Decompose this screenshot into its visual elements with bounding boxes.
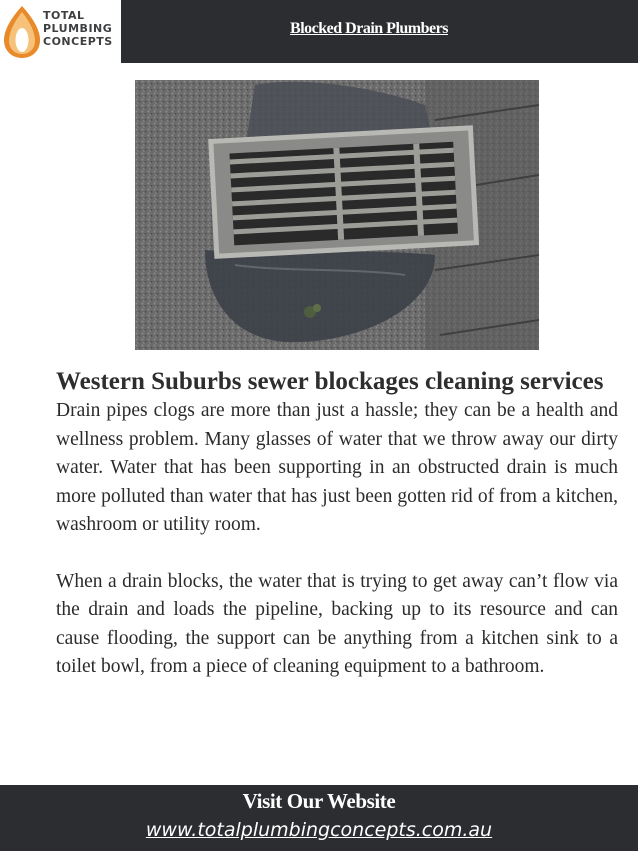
logo-line-2: PLUMBING [43,22,113,35]
logo-line-1: TOTAL [43,9,85,22]
visit-website-label: Visit Our Website [242,789,396,813]
footer-bar [0,785,638,851]
page-title[interactable]: Blocked Drain Plumbers [290,20,448,37]
article-paragraph-2: When a drain blocks, the water that is trying to get away can’t flow via the drain and loads the pipeline, backing up to its resource and can cause flooding, the support can be anything from a kitchen sink to a toilet bowl, from a piece of cleaning equipment to a bathroom. [56,570,618,677]
logo-line-3: CONCEPTS [43,35,113,48]
drop-logo-icon [2,4,42,60]
storm-drain-grate-image [135,80,539,350]
company-logo[interactable] [0,0,121,63]
article [56,366,618,682]
website-link[interactable]: www.totalplumbingconcepts.com.au [145,819,493,841]
logo-wordmark [43,9,123,48]
header-bar [0,0,638,63]
article-paragraph-1: Drain pipes clogs are more than just a hassle; they can be a health and wellness problem. Many glasses of water that we throw away our dirty water. Water that has been supporting in an obstructed drain is much more polluted than water that has just been gotten rid of from a kitchen, washroom or utility room. [56,400,618,535]
article-heading: Western Suburbs sewer blockages cleaning services [56,368,604,395]
